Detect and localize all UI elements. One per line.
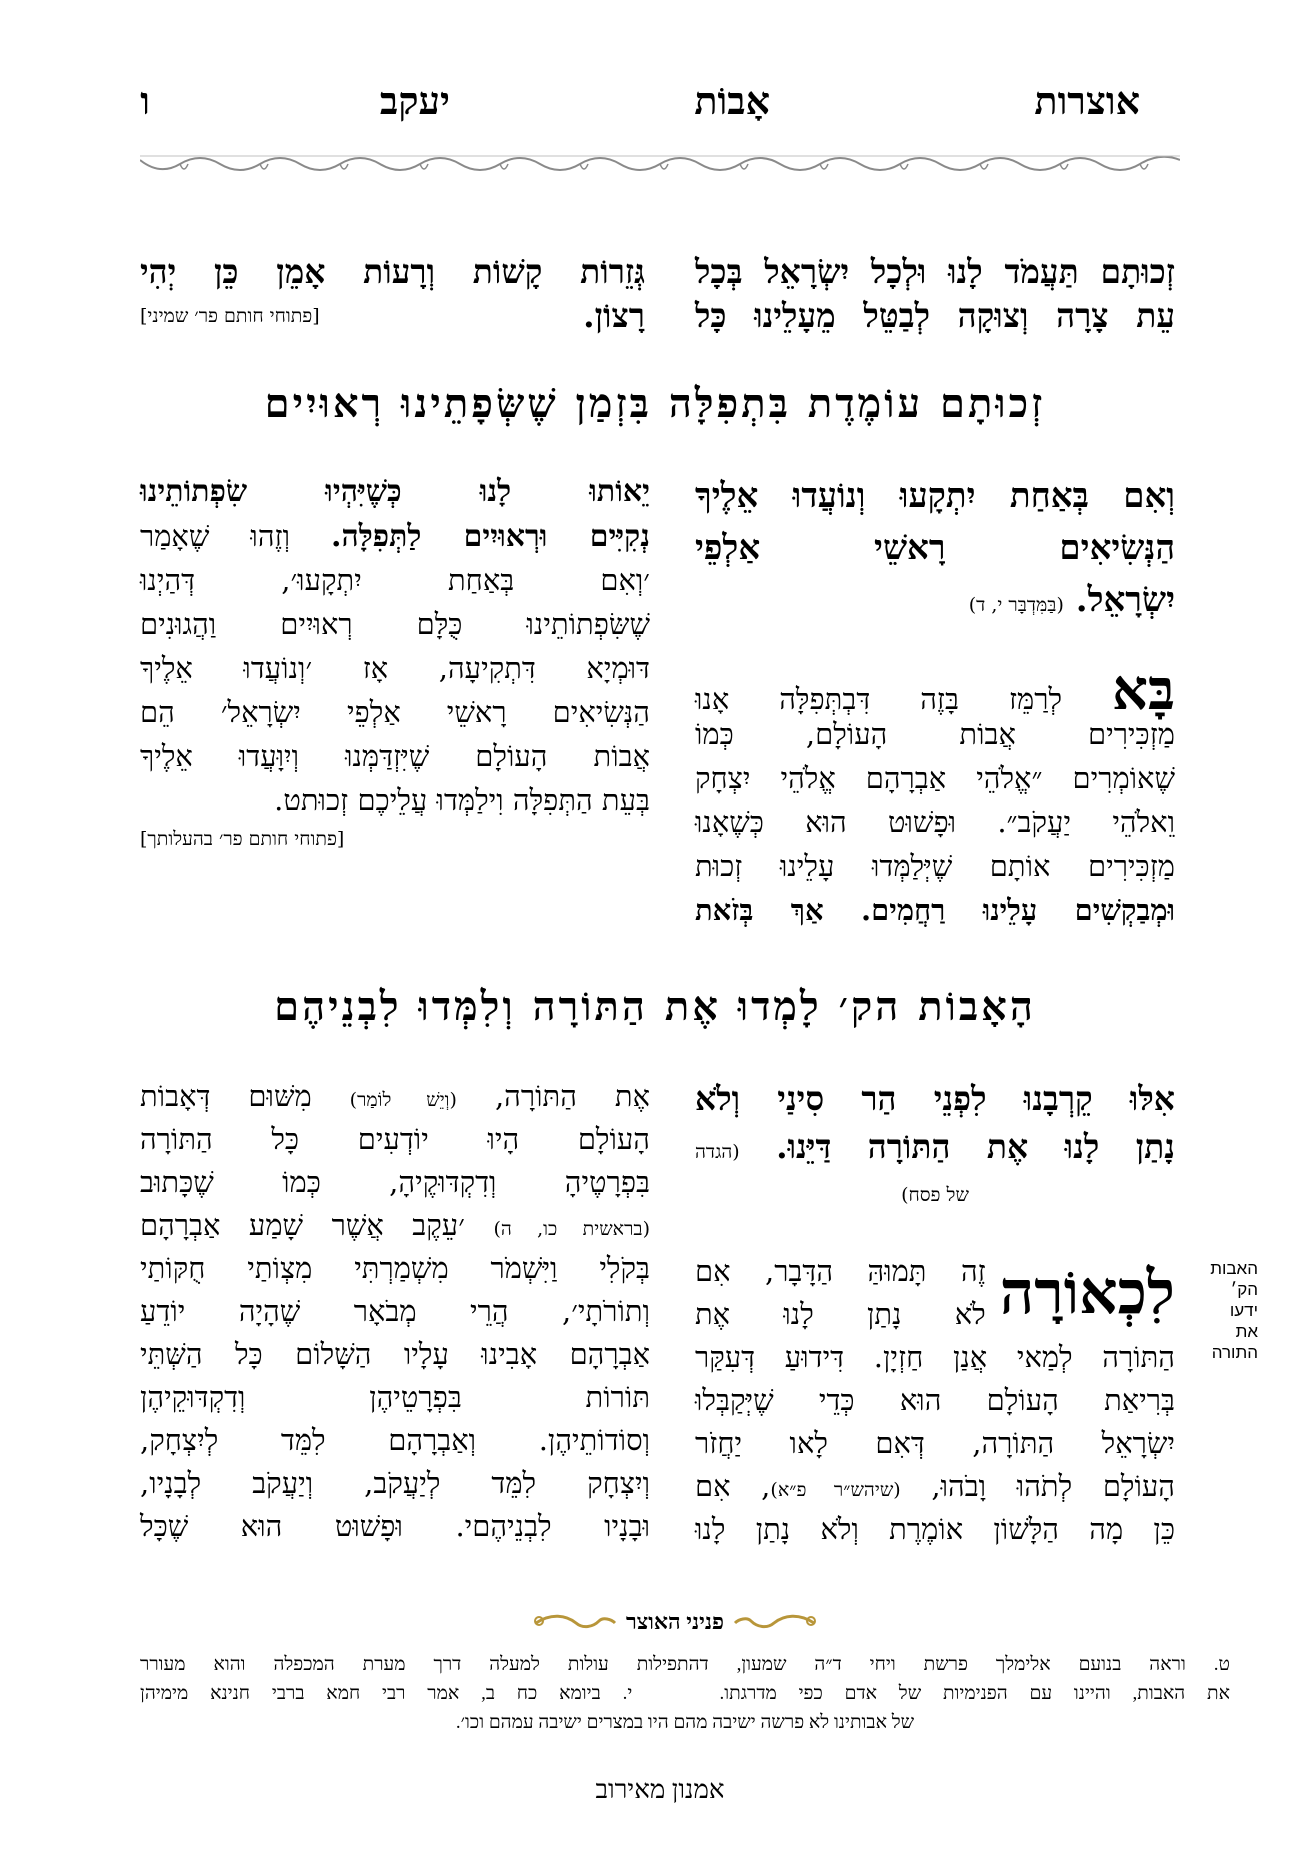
commentary-line: בְּקֹלִי וַיִּשְׁמֹר מִשְׁמַרְתִּי מִצְוֹתַי חֻקּוֹתַי xyxy=(140,1251,650,1285)
page-number: ו xyxy=(140,81,150,123)
commentary-line xyxy=(140,1204,650,1247)
commentary-line: מַזְכִּירִים אוֹתָם שֶׁיְּלַמְּדוּ עָלֵינוּ זְכוּת xyxy=(695,849,1175,883)
flourish-left-icon xyxy=(531,1611,621,1631)
commentary-right-column xyxy=(695,1250,1175,1551)
commentary-line xyxy=(140,1075,650,1118)
running-head xyxy=(130,80,1180,140)
quote-source-continued: של פסח) xyxy=(901,1184,969,1206)
running-head-word-2: אָבוֹת xyxy=(694,81,770,123)
commentary-line: מַזְכִּירִים אֲבוֹת הָעוֹלָם, כְּמוֹ xyxy=(695,717,1175,751)
intro-right-column xyxy=(695,250,1175,338)
commentary-line: וּמְבַקְשִׁים עָלֵינוּ רַחֲמִים. אַךְ בְּזֹאת xyxy=(695,893,1175,927)
verse-source: (בַּמִּדְבָּר י, ד) xyxy=(968,594,1064,616)
quote-block xyxy=(695,1075,1175,1219)
footnotes xyxy=(140,1650,1230,1737)
source-citation: [פתוחי חותם פר׳ בהעלותך] xyxy=(140,828,345,850)
commentary-line: דּוּמְיָא דִּתְקִיעָה, אָז ׳וְנוֹעֲדוּ אֵלֶיךָ xyxy=(140,651,650,685)
running-head-word-1: אוצרות xyxy=(1034,81,1140,123)
verse-block xyxy=(695,470,1175,626)
margin-note xyxy=(1188,1258,1258,1363)
commentary-line: תּוֹרוֹת בִּפְרָטֵיהֶן וְדִקְדּוּקֵיהֶן xyxy=(140,1380,650,1414)
inline-source: (שיהש״ר פ״א) xyxy=(770,1479,901,1501)
source-citation: [פתוחי חותם פר׳ שמיני] xyxy=(140,305,320,327)
section-heading: זְכוּתָם עוֹמֶדֶת בִּתְפִלָּה בִּזְמַן שֶׁשְּׂפָתֵינוּ רְאוּיִים xyxy=(264,380,1046,427)
intro-line: גְּזֵרוֹת קָשׁוֹת וְרָעוֹת אָמֵן כֵּן יְהִי xyxy=(140,252,645,291)
commentary-text: זֶה תָּמוּהַּ הַדָּבָר, אִם xyxy=(695,1254,986,1288)
margin-note-line: התורה xyxy=(1211,1343,1258,1362)
commentary-text: לֹא נָתַן לָנוּ אֶת xyxy=(695,1297,986,1331)
initial-word: בָּא xyxy=(1112,657,1175,723)
quote-line: אִלּוּ קֵרְבָנוּ לִפְנֵי הַר סִינַי וְלֹא xyxy=(695,1079,1175,1118)
section-heading: הָאָבוֹת הק׳ לָמְדוּ אֶת הַתּוֹרָה וְלִמְּדוּ לִבְנֵיהֶם xyxy=(274,983,1036,1030)
footnote-line: את האבות, והיינו עם הפנימיות של אדם כפי מדרגתו. י. ביומא כח ב, אמר רבי חמא ברבי חנינא מימיהן xyxy=(140,1683,1230,1704)
commentary-left-column xyxy=(140,1075,650,1548)
commentary-line: יִשְׂרָאֵל הַתּוֹרָה, דְּאִם לָאו יַחֲזֹר xyxy=(695,1426,1175,1460)
commentary-right-column xyxy=(695,657,1175,932)
commentary-line: כֵּן מָה הַלָּשׁוֹן אוֹמֶרֶת וְלֹא נָתַן לָנוּ xyxy=(695,1512,1175,1546)
margin-note-line: את xyxy=(1235,1322,1258,1341)
intro-line: זְכוּתָם תַּעֲמֹד לָנוּ וּלְכָל יִשְׂרָאֵל בְּכָל xyxy=(695,252,1175,291)
commentary-line: אַבְרָהָם אָבִינוּ עָלָיו הַשָּׁלוֹם כָּל הַשְּׁתֵּי xyxy=(140,1337,650,1371)
inline-source: (בראשית כו, ה) xyxy=(493,1218,650,1240)
commentary-line: הַתּוֹרָה לְמַאי אֲנַן חַזְיָן. דִּידוּעַ דְּעִקַּר xyxy=(695,1340,1175,1374)
commentary-line xyxy=(140,514,650,558)
flourish-right-icon xyxy=(729,1611,819,1631)
verse-line-with-source xyxy=(695,574,1175,626)
running-head-word-3: יעקב xyxy=(379,81,450,123)
commentary-line: שֶׁשִּׂפְתוֹתֵינוּ כֻּלָּם רְאוּיִים וַהֲגוּנִים xyxy=(140,607,650,641)
commentary-line xyxy=(695,1250,1175,1336)
verse-line: יִשְׂרָאֵל. xyxy=(1075,580,1175,620)
margin-note-line: הק׳ xyxy=(1230,1280,1258,1299)
commentary-line: שֶׁאוֹמְרִים ״אֱלֹהֵי אַבְרָהָם אֱלֹהֵי יִצְחָק xyxy=(695,761,1175,795)
bold-phrase: נְקִיִּים וּרְאוּיִים לַתְּפִלָּה. xyxy=(331,519,650,554)
commentary-line: בִּפְרָטֶיהָ וְדִקְדּוּקֶיהָ, כְּמוֹ שֶׁכָּתוּב xyxy=(140,1165,650,1199)
commentary-line: בְּעֵת הַתְּפִלָּה וִילַמְּדוּ עֲלֵיכֶם זְכוּתט. xyxy=(274,783,650,817)
verse-line: וְאִם בְּאַחַת יִתְקָעוּ וְנוֹעֲדוּ אֵלֶיךָ xyxy=(695,476,1175,516)
commentary-line: יֵאוֹתוּ לָנוּ כְּשֶׁיִּהְיוּ שִׂפְתוֹתֵינוּ xyxy=(140,474,650,509)
quote-source: (הגדה xyxy=(695,1141,740,1163)
commentary-line: וְיִצְחָק לִמֵּד לְיַעֲקֹב, וְיַעֲקֹב לְבָנָיו, xyxy=(140,1466,650,1500)
commentary-text: לְרַמֵּז בָּזֶה דִּבְתְּפִלָּה אָנוּ xyxy=(695,682,1063,716)
margin-note-line: האבות xyxy=(1210,1259,1258,1278)
commentary-line: ׳וְאִם בְּאַחַת יִתְקָעוּ׳, דְּהַיְנוּ xyxy=(140,563,650,597)
commentary-line xyxy=(695,657,1175,723)
intro-line-with-source xyxy=(140,294,645,338)
initial-word: לִכְאוֹרָה xyxy=(999,1258,1175,1328)
commentary-line: וֵאלֹהֵי יַעֲקֹב״. וּפָשׁוּט הוּא כְּשֶׁאָנוּ xyxy=(695,805,1175,839)
commentary-text: ׳עֵקֶב אֲשֶׁר שָׁמַע אַבְרָהָם xyxy=(140,1208,465,1242)
verse-line: הַנְּשִׂיאִים רָאשֵׁי אַלְפֵי xyxy=(695,528,1175,568)
author-name: אמנון מאירוב xyxy=(595,1775,725,1804)
commentary-line: בְּרִיאַת הָעוֹלָם הוּא כְּדֵי שֶׁיְּקַבְּלוּ xyxy=(695,1383,1175,1417)
commentary-line: הָעוֹלָם הָיוּ יוֹדְעִים כָּל הַתּוֹרָה xyxy=(140,1122,650,1156)
ornamental-rule-divider xyxy=(140,150,1180,178)
commentary-line: וּבָנָיו לִבְנֵיהֶםי. וּפָשׁוּט הוּא שֶׁכָּל xyxy=(140,1509,650,1543)
commentary-text: מִשּׁוּם דְּאָבוֹת xyxy=(140,1079,312,1113)
intro-left-column xyxy=(140,250,645,338)
commentary-text: , אִם xyxy=(695,1469,771,1503)
commentary-line xyxy=(695,1465,1175,1508)
commentary-line: הַנְּשִׂיאִים רָאשֵׁי אַלְפֵי יִשְׂרָאֵל׳ הֵם xyxy=(140,695,650,729)
commentary-text: הָעוֹלָם לְתֹהוּ וָבֹהוּ, xyxy=(931,1469,1175,1503)
commentary-line: אֲבוֹת הָעוֹלָם שֶׁיִּזְדַּמְּנוּ וְיִוָּעֲדוּ אֵלֶיךָ xyxy=(140,739,650,773)
intro-line: עֵת צָרָה וְצוּקָה לְבַטֵּל מֵעָלֵינוּ כָּל xyxy=(695,296,1175,335)
commentary-text: אֶת הַתּוֹרָה, xyxy=(494,1079,650,1113)
commentary-line: וְסוֹדוֹתֵיהֶן. וְאַבְרָהָם לִמֵּד לְיִצְחָק, xyxy=(140,1423,650,1457)
footnote-line: ט. וראה בנועם אלימלך פרשת ויחי ד״ה שמעון, דהתפילות עולות למעלה דרך מערת המכפלה והוא מעורר xyxy=(140,1654,1230,1675)
quote-line xyxy=(695,1123,1175,1171)
commentary-line: וְתוֹרֹתָי׳, הֲרֵי מְבֹאָר שֶׁהָיָה יוֹדֵעַ xyxy=(140,1294,650,1328)
commentary-text: וְזֶהוּ שֶׁאָמַר xyxy=(140,519,332,553)
footnote-line: של אבותינו לא פרשה ישיבה מהם היו במצרים ישיבה עמהם וכו׳. xyxy=(455,1712,915,1733)
commentary-left-column xyxy=(140,470,650,856)
margin-note-line: ידעו xyxy=(1229,1301,1258,1320)
footnotes-header xyxy=(500,1605,850,1645)
quote-text: נָתַן לָנוּ אֶת הַתּוֹרָה דַּיֵּנוּ. xyxy=(776,1127,1175,1166)
inline-source: (וְיֵשׁ לוֹמַר) xyxy=(349,1089,457,1111)
footnotes-title: פניני האוצר xyxy=(625,1609,725,1634)
intro-line: רָצוֹן. xyxy=(583,296,645,335)
